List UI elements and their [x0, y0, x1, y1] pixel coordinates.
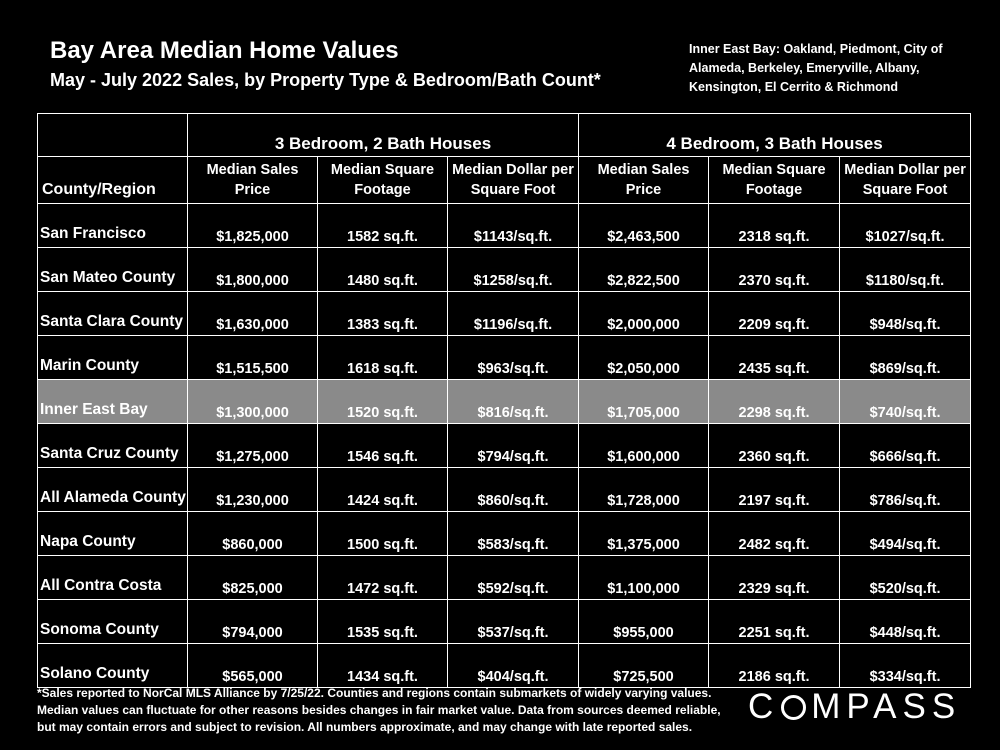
value-cell: 1618 sq.ft. [318, 336, 448, 380]
value-cell: $825,000 [188, 556, 318, 600]
region-name-cell: Solano County [38, 644, 188, 688]
value-cell: $869/sq.ft. [840, 336, 971, 380]
table-row [38, 556, 971, 600]
value-cell: $1,100,000 [579, 556, 709, 600]
value-cell: $1,375,000 [579, 512, 709, 556]
value-cell: $794/sq.ft. [448, 424, 579, 468]
logo-ring-icon [781, 695, 806, 720]
value-cell: $1027/sq.ft. [840, 204, 971, 248]
value-cell: $1180/sq.ft. [840, 248, 971, 292]
region-name-cell: San Francisco [38, 204, 188, 248]
table-row [38, 468, 971, 512]
home-values-table [37, 113, 971, 688]
value-cell: $794,000 [188, 600, 318, 644]
page-title: Bay Area Median Home Values [50, 37, 399, 64]
value-cell: 2329 sq.ft. [709, 556, 840, 600]
value-cell: $1,300,000 [188, 380, 318, 424]
value-cell: $1,275,000 [188, 424, 318, 468]
value-cell: $1,705,000 [579, 380, 709, 424]
logo-text: C [748, 687, 780, 726]
value-cell: 1383 sq.ft. [318, 292, 448, 336]
footnote: *Sales reported to NorCal MLS Alliance by 7/25/22. Counties and regions contain submarkets of widely varying values. Median values can fluctuate for other reasons besides changes in fair market value. Data from sources deemed reliable, but may contain errors and subject to revision. All numbers approximate, and may change with late reported sales. [37, 686, 721, 734]
value-cell: $786/sq.ft. [840, 468, 971, 512]
value-cell: 1472 sq.ft. [318, 556, 448, 600]
value-cell: $2,000,000 [579, 292, 709, 336]
value-cell: $1258/sq.ft. [448, 248, 579, 292]
value-cell: $2,822,500 [579, 248, 709, 292]
value-cell: $565,000 [188, 644, 318, 688]
value-cell: 2186 sq.ft. [709, 644, 840, 688]
value-cell: $404/sq.ft. [448, 644, 579, 688]
table-row [38, 292, 971, 336]
value-cell: $592/sq.ft. [448, 556, 579, 600]
value-cell: $583/sq.ft. [448, 512, 579, 556]
value-cell: 2370 sq.ft. [709, 248, 840, 292]
region-name-cell: Sonoma County [38, 600, 188, 644]
value-cell: $1,800,000 [188, 248, 318, 292]
value-cell: 1480 sq.ft. [318, 248, 448, 292]
value-cell: $963/sq.ft. [448, 336, 579, 380]
value-cell: 1500 sq.ft. [318, 512, 448, 556]
table-row [38, 512, 971, 556]
value-cell: $448/sq.ft. [840, 600, 971, 644]
column-header-price: Median Sales Price [188, 157, 318, 204]
column-header-sqft: Median Square Footage [709, 157, 840, 204]
value-cell: 2318 sq.ft. [709, 204, 840, 248]
value-cell: $1,515,500 [188, 336, 318, 380]
table-corner-cell [38, 114, 188, 157]
value-cell: $334/sq.ft. [840, 644, 971, 688]
group-header-4bed: 4 Bedroom, 3 Bath Houses [579, 114, 971, 157]
column-header-dollar-per-sqft: Median Dollar per Square Foot [840, 157, 971, 204]
column-header-sqft: Median Square Footage [318, 157, 448, 204]
value-cell: $666/sq.ft. [840, 424, 971, 468]
value-cell: $948/sq.ft. [840, 292, 971, 336]
table-body [38, 204, 971, 688]
value-cell: 1582 sq.ft. [318, 204, 448, 248]
region-name-cell: Santa Cruz County [38, 424, 188, 468]
value-cell: $1,728,000 [579, 468, 709, 512]
value-cell: $2,463,500 [579, 204, 709, 248]
value-cell: $860/sq.ft. [448, 468, 579, 512]
column-header-price: Median Sales Price [579, 157, 709, 204]
region-column-header: County/Region [38, 157, 188, 204]
value-cell: 2197 sq.ft. [709, 468, 840, 512]
table-row [38, 204, 971, 248]
value-cell: 2482 sq.ft. [709, 512, 840, 556]
region-definition-note: Inner East Bay: Oakland, Piedmont, City of Alameda, Berkeley, Emeryville, Albany, Kensington, El Cerrito & Richmond [689, 42, 943, 94]
value-cell: $816/sq.ft. [448, 380, 579, 424]
value-cell: $2,050,000 [579, 336, 709, 380]
value-cell: $1,600,000 [579, 424, 709, 468]
column-header-dollar-per-sqft: Median Dollar per Square Foot [448, 157, 579, 204]
table-row [38, 248, 971, 292]
value-cell: 1424 sq.ft. [318, 468, 448, 512]
value-cell: 1520 sq.ft. [318, 380, 448, 424]
value-cell: $1,230,000 [188, 468, 318, 512]
value-cell: $1,630,000 [188, 292, 318, 336]
value-cell: 2209 sq.ft. [709, 292, 840, 336]
region-name-cell: All Contra Costa [38, 556, 188, 600]
value-cell: 1535 sq.ft. [318, 600, 448, 644]
value-cell: 2435 sq.ft. [709, 336, 840, 380]
value-cell: $955,000 [579, 600, 709, 644]
value-cell: 2298 sq.ft. [709, 380, 840, 424]
table-row [38, 336, 971, 380]
value-cell: $494/sq.ft. [840, 512, 971, 556]
region-name-cell: Santa Clara County [38, 292, 188, 336]
value-cell: $520/sq.ft. [840, 556, 971, 600]
value-cell: $1,825,000 [188, 204, 318, 248]
value-cell: 2251 sq.ft. [709, 600, 840, 644]
compass-logo [748, 687, 961, 727]
value-cell: $740/sq.ft. [840, 380, 971, 424]
region-name-cell: Napa County [38, 512, 188, 556]
value-cell: 2360 sq.ft. [709, 424, 840, 468]
table-row [38, 424, 971, 468]
group-header-3bed: 3 Bedroom, 2 Bath Houses [188, 114, 579, 157]
region-name-cell: Marin County [38, 336, 188, 380]
value-cell: 1434 sq.ft. [318, 644, 448, 688]
value-cell: 1546 sq.ft. [318, 424, 448, 468]
logo-text: MPASS [811, 687, 962, 726]
value-cell: $1196/sq.ft. [448, 292, 579, 336]
region-name-cell: San Mateo County [38, 248, 188, 292]
value-cell: $537/sq.ft. [448, 600, 579, 644]
region-name-cell: Inner East Bay [38, 380, 188, 424]
table-row [38, 600, 971, 644]
value-cell: $725,500 [579, 644, 709, 688]
region-name-cell: All Alameda County [38, 468, 188, 512]
table-row [38, 644, 971, 688]
value-cell: $1143/sq.ft. [448, 204, 579, 248]
value-cell: $860,000 [188, 512, 318, 556]
page-subtitle: May - July 2022 Sales, by Property Type & Bedroom/Bath Count* [50, 70, 601, 90]
table-row [38, 380, 971, 424]
